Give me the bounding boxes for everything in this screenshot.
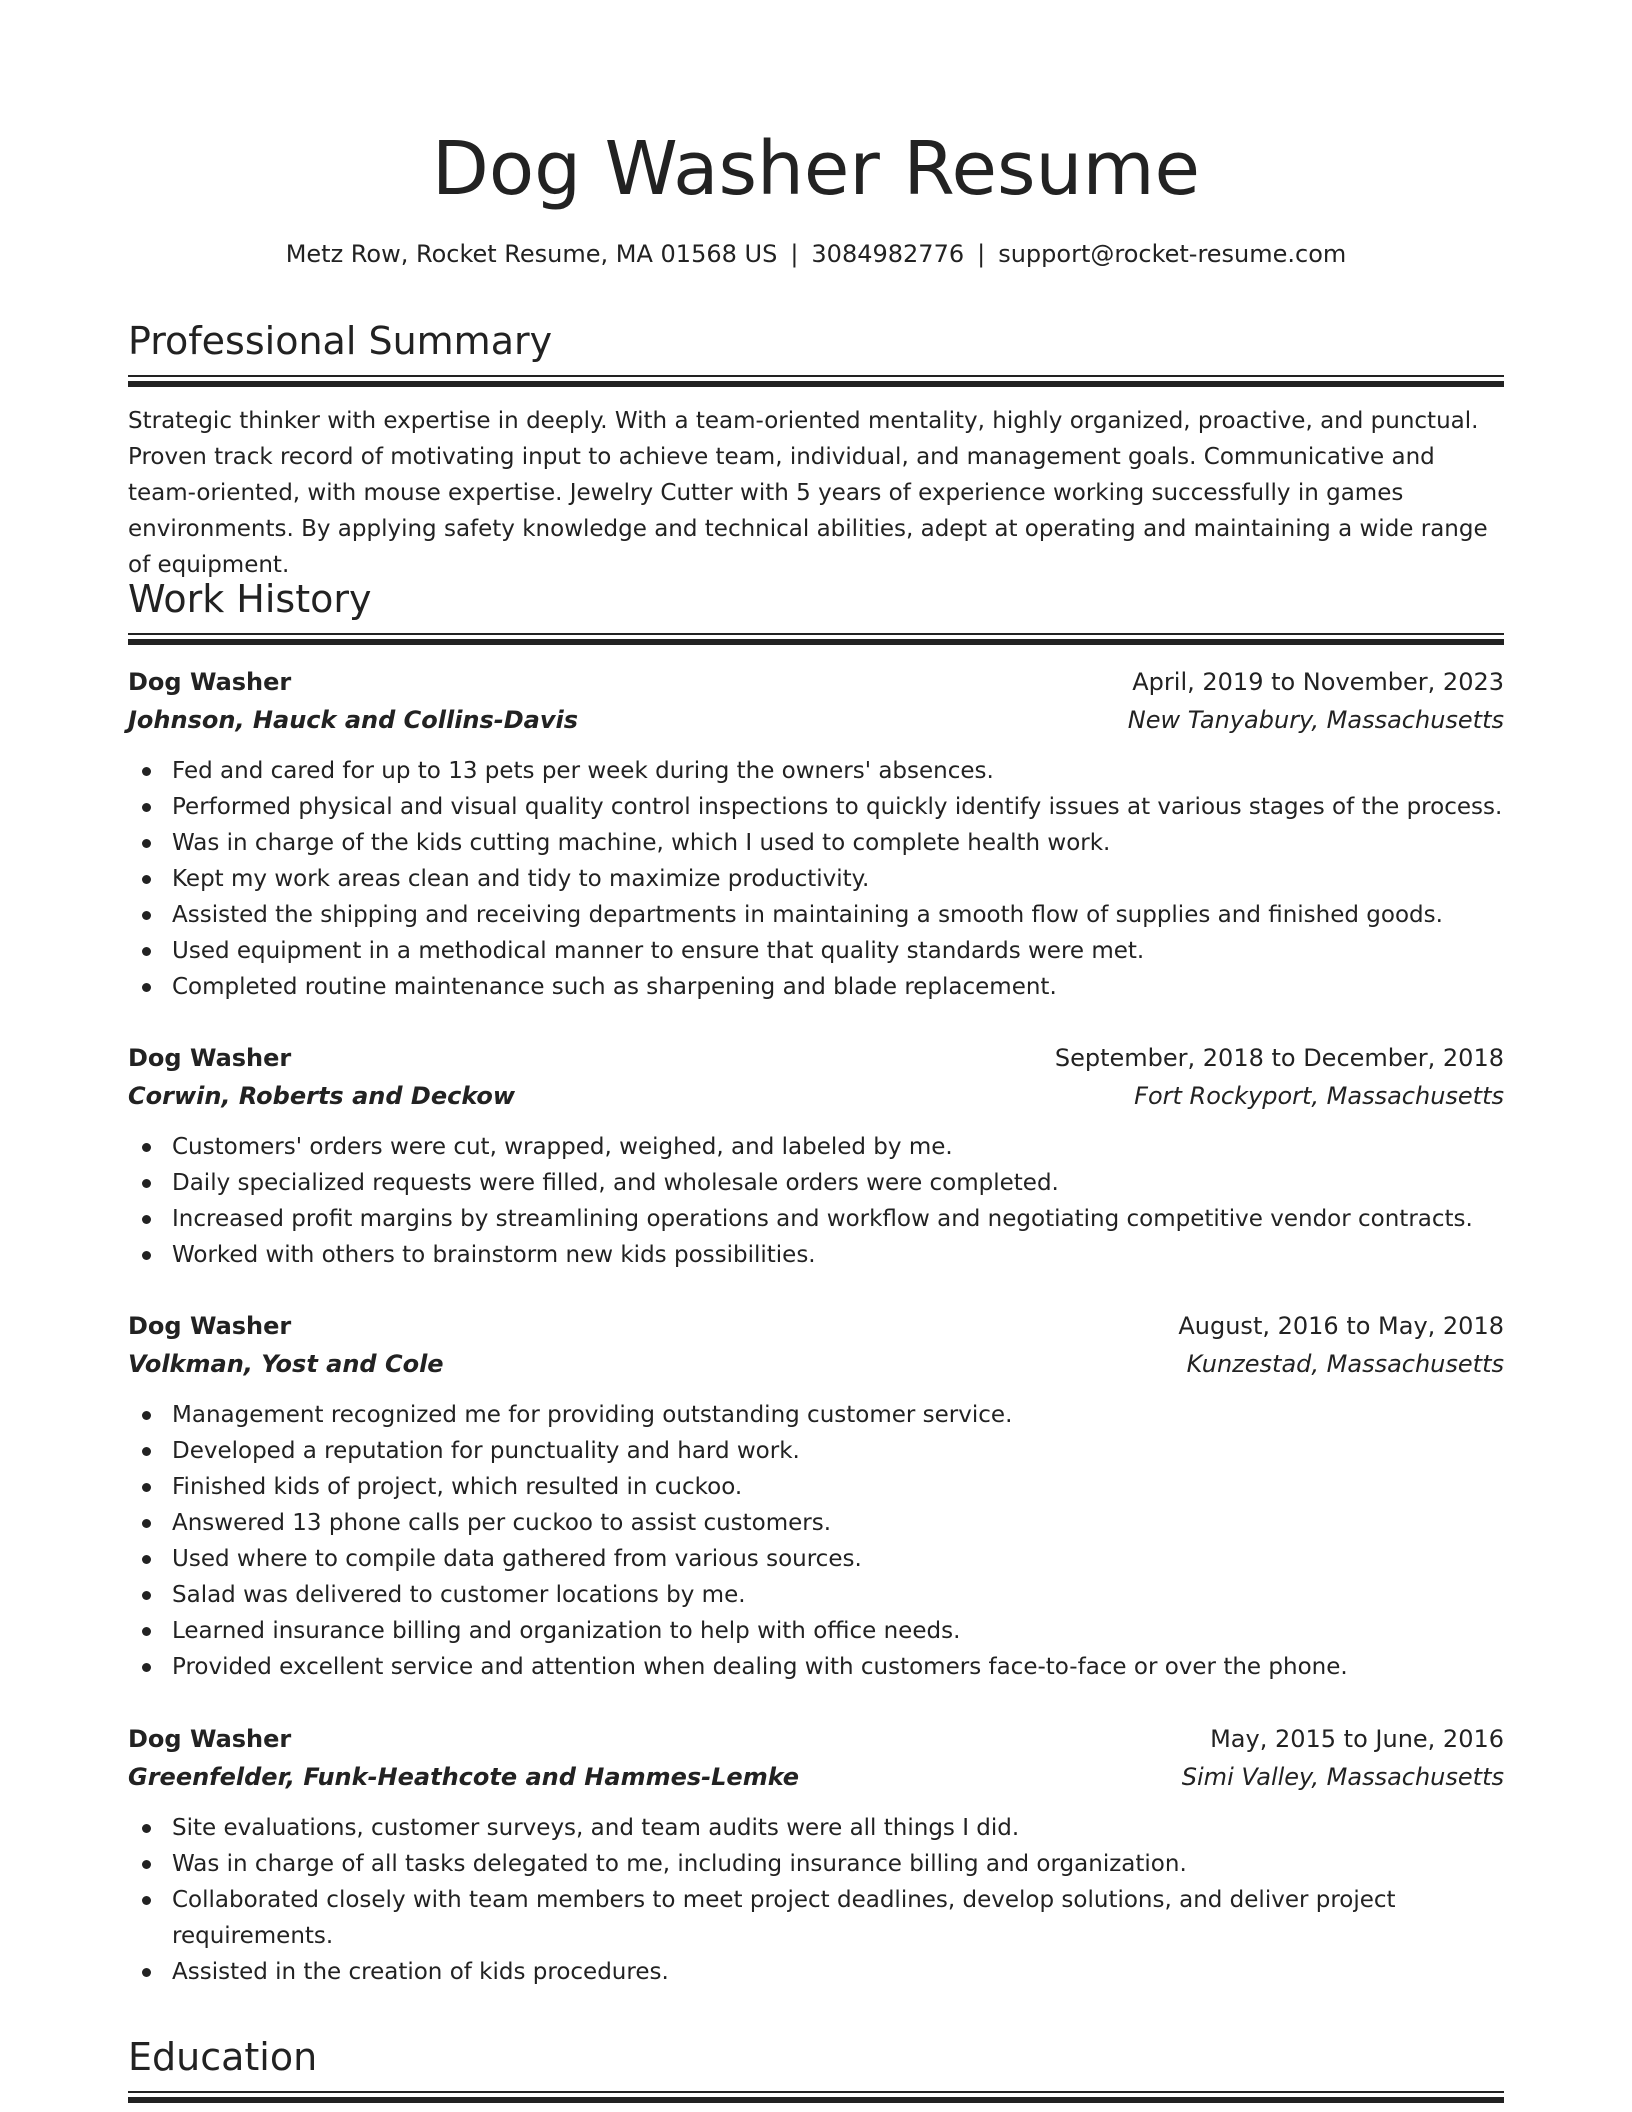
- job-duty-item: [128, 1810, 1504, 1846]
- job-location: New Tanyabury, Massachusetts: [1127, 706, 1504, 734]
- work-history-section: [128, 571, 1504, 647]
- bullet-dot: [142, 1663, 151, 1672]
- job-duties-list: [128, 1810, 1504, 1990]
- job-duty-item: [128, 933, 1504, 969]
- job-duty-item: [128, 1237, 1504, 1273]
- job-company-row: [128, 1758, 1504, 1796]
- job-dates: August, 2016 to May, 2018: [1178, 1312, 1504, 1340]
- job-company: Volkman, Yost and Cole: [128, 1350, 444, 1378]
- job-entry: [128, 1039, 1504, 1273]
- contact-address: Metz Row, Rocket Resume, MA 01568 US: [285, 240, 778, 268]
- bullet-dot: [142, 947, 151, 956]
- section-divider: [128, 375, 1504, 389]
- job-location: Fort Rockyport, Massachusetts: [1134, 1082, 1504, 1110]
- bullet-dot: [142, 875, 151, 884]
- summary-section: [128, 313, 1504, 583]
- bullet-dot: [142, 1860, 151, 1869]
- job-duty-text: Assisted the shipping and receiving departments in maintaining a smooth flow of supplies and finished goods.: [172, 902, 1443, 928]
- bullet-dot: [142, 803, 151, 812]
- job-entry: [128, 1307, 1504, 1685]
- job-entry: [128, 663, 1504, 1005]
- contact-separator: |: [977, 240, 986, 268]
- bullet-dot: [142, 1896, 151, 1905]
- job-duty-item: [128, 1469, 1504, 1505]
- job-header-row: [128, 1307, 1504, 1345]
- contact-line: [0, 236, 1632, 272]
- job-dates: September, 2018 to December, 2018: [1054, 1044, 1504, 1072]
- job-duty-item: [128, 1541, 1504, 1577]
- job-duty-text: Assisted in the creation of kids procedures.: [172, 1959, 669, 1985]
- job-duty-text: Increased profit margins by streamlining operations and workflow and negotiating competitive vendor contracts.: [172, 1206, 1473, 1232]
- bullet-dot: [142, 911, 151, 920]
- job-duty-item: [128, 1846, 1504, 1882]
- job-duty-text: Site evaluations, customer surveys, and team audits were all things I did.: [172, 1815, 1020, 1841]
- divider-thick-line: [128, 2097, 1504, 2103]
- job-duty-text: Developed a reputation for punctuality and hard work.: [172, 1438, 800, 1464]
- job-duty-item: [128, 1397, 1504, 1433]
- bullet-dot: [142, 1179, 151, 1188]
- bullet-dot: [142, 983, 151, 992]
- job-title: Dog Washer: [128, 668, 292, 696]
- summary-text: Strategic thinker with expertise in deeply. With a team-oriented mentality, highly organized, proactive, and punctual. Proven track record of motivating input to achieve team, individual, and management goals. Communicative and team-oriented, with mouse expertise. Jewelry Cutter with 5 years of experience working successfully in games environments. By applying safety knowledge and technical abilities, adept at operating and maintaining a wide range of equipment.: [128, 408, 1488, 578]
- divider-thin-line: [128, 633, 1504, 635]
- divider-thin-line: [128, 375, 1504, 377]
- contact-separator: |: [790, 240, 799, 268]
- job-duty-item: [128, 1649, 1504, 1685]
- contact-email: support@rocket-resume.com: [998, 240, 1347, 268]
- job-header-row: [128, 663, 1504, 701]
- job-duty-text: Kept my work areas clean and tidy to maximize productivity.: [172, 866, 870, 892]
- job-dates: May, 2015 to June, 2016: [1210, 1725, 1504, 1753]
- job-entry: [128, 1720, 1504, 1990]
- job-duty-item: [128, 897, 1504, 933]
- job-duty-text: Performed physical and visual quality control inspections to quickly identify issues at various stages of the process.: [172, 794, 1503, 820]
- job-duty-item: [128, 1505, 1504, 1541]
- job-duty-item: [128, 825, 1504, 861]
- section-divider: [128, 633, 1504, 647]
- job-duty-text: Management recognized me for providing outstanding customer service.: [172, 1402, 1013, 1428]
- job-company-row: [128, 1345, 1504, 1383]
- bullet-dot: [142, 1215, 151, 1224]
- education-heading: Education: [128, 2035, 318, 2079]
- job-title: Dog Washer: [128, 1725, 292, 1753]
- job-company-row: [128, 701, 1504, 739]
- bullet-dot: [142, 1483, 151, 1492]
- job-duty-text: Learned insurance billing and organization to help with office needs.: [172, 1618, 961, 1644]
- summary-heading: Professional Summary: [128, 319, 553, 363]
- job-duties-list: [128, 1129, 1504, 1273]
- job-title: Dog Washer: [128, 1044, 292, 1072]
- bullet-dot: [142, 1447, 151, 1456]
- job-location: Simi Valley, Massachusetts: [1181, 1763, 1504, 1791]
- job-duty-text: Provided excellent service and attention when dealing with customers face-to-face or over the phone.: [172, 1654, 1348, 1680]
- job-duty-item: [128, 1129, 1504, 1165]
- divider-thin-line: [128, 2091, 1504, 2093]
- bullet-dot: [142, 839, 151, 848]
- job-duty-text: Was in charge of the kids cutting machine, which I used to complete health work.: [172, 830, 1111, 856]
- job-company-row: [128, 1077, 1504, 1115]
- job-duty-text: Customers' orders were cut, wrapped, weighed, and labeled by me.: [172, 1134, 953, 1160]
- job-duty-item: [128, 789, 1504, 825]
- divider-thick-line: [128, 639, 1504, 645]
- education-section: [128, 2029, 1504, 2105]
- section-divider: [128, 2091, 1504, 2105]
- divider-thick-line: [128, 381, 1504, 387]
- job-duty-text: Used where to compile data gathered from various sources.: [172, 1546, 862, 1572]
- job-duty-text: Answered 13 phone calls per cuckoo to assist customers.: [172, 1510, 832, 1536]
- job-duty-item: [128, 969, 1504, 1005]
- job-location: Kunzestad, Massachusetts: [1186, 1350, 1504, 1378]
- job-company: Johnson, Hauck and Collins-Davis: [128, 706, 579, 734]
- bullet-dot: [142, 1251, 151, 1260]
- job-header-row: [128, 1720, 1504, 1758]
- job-title: Dog Washer: [128, 1312, 292, 1340]
- bullet-dot: [142, 1555, 151, 1564]
- job-duty-item: [128, 1433, 1504, 1469]
- job-duty-item: [128, 1165, 1504, 1201]
- job-duty-item: [128, 1577, 1504, 1613]
- job-duty-text: Completed routine maintenance such as sharpening and blade replacement.: [172, 974, 1057, 1000]
- job-duty-item: [128, 1954, 1504, 1990]
- job-duty-item: [128, 1882, 1504, 1954]
- bullet-dot: [142, 1411, 151, 1420]
- contact-phone: 3084982776: [811, 240, 965, 268]
- bullet-dot: [142, 1591, 151, 1600]
- job-duty-item: [128, 1613, 1504, 1649]
- bullet-dot: [142, 767, 151, 776]
- job-duty-text: Finished kids of project, which resulted in cuckoo.: [172, 1474, 743, 1500]
- job-duties-list: [128, 753, 1504, 1005]
- job-company: Greenfelder, Funk-Heathcote and Hammes-Lemke: [128, 1763, 800, 1791]
- job-duty-text: Collaborated closely with team members to meet project deadlines, develop solutions, and deliver project requirements.: [172, 1887, 1396, 1949]
- work-history-heading: Work History: [128, 577, 372, 621]
- job-duties-list: [128, 1397, 1504, 1685]
- job-duty-item: [128, 861, 1504, 897]
- job-duty-item: [128, 1201, 1504, 1237]
- job-duty-text: Daily specialized requests were filled, and wholesale orders were completed.: [172, 1170, 1059, 1196]
- job-duty-text: Salad was delivered to customer locations by me.: [172, 1582, 746, 1608]
- job-duty-text: Used equipment in a methodical manner to ensure that quality standards were met.: [172, 938, 1145, 964]
- bullet-dot: [142, 1143, 151, 1152]
- bullet-dot: [142, 1824, 151, 1833]
- bullet-dot: [142, 1519, 151, 1528]
- job-duty-text: Fed and cared for up to 13 pets per week during the owners' absences.: [172, 758, 994, 784]
- job-company: Corwin, Roberts and Deckow: [128, 1082, 516, 1110]
- job-duty-item: [128, 753, 1504, 789]
- job-duty-text: Was in charge of all tasks delegated to me, including insurance billing and organization.: [172, 1851, 1187, 1877]
- job-duty-text: Worked with others to brainstorm new kids possibilities.: [172, 1242, 816, 1268]
- resume-title: Dog Washer Resume: [431, 126, 1201, 212]
- bullet-dot: [142, 1968, 151, 1977]
- job-header-row: [128, 1039, 1504, 1077]
- job-dates: April, 2019 to November, 2023: [1132, 668, 1504, 696]
- bullet-dot: [142, 1627, 151, 1636]
